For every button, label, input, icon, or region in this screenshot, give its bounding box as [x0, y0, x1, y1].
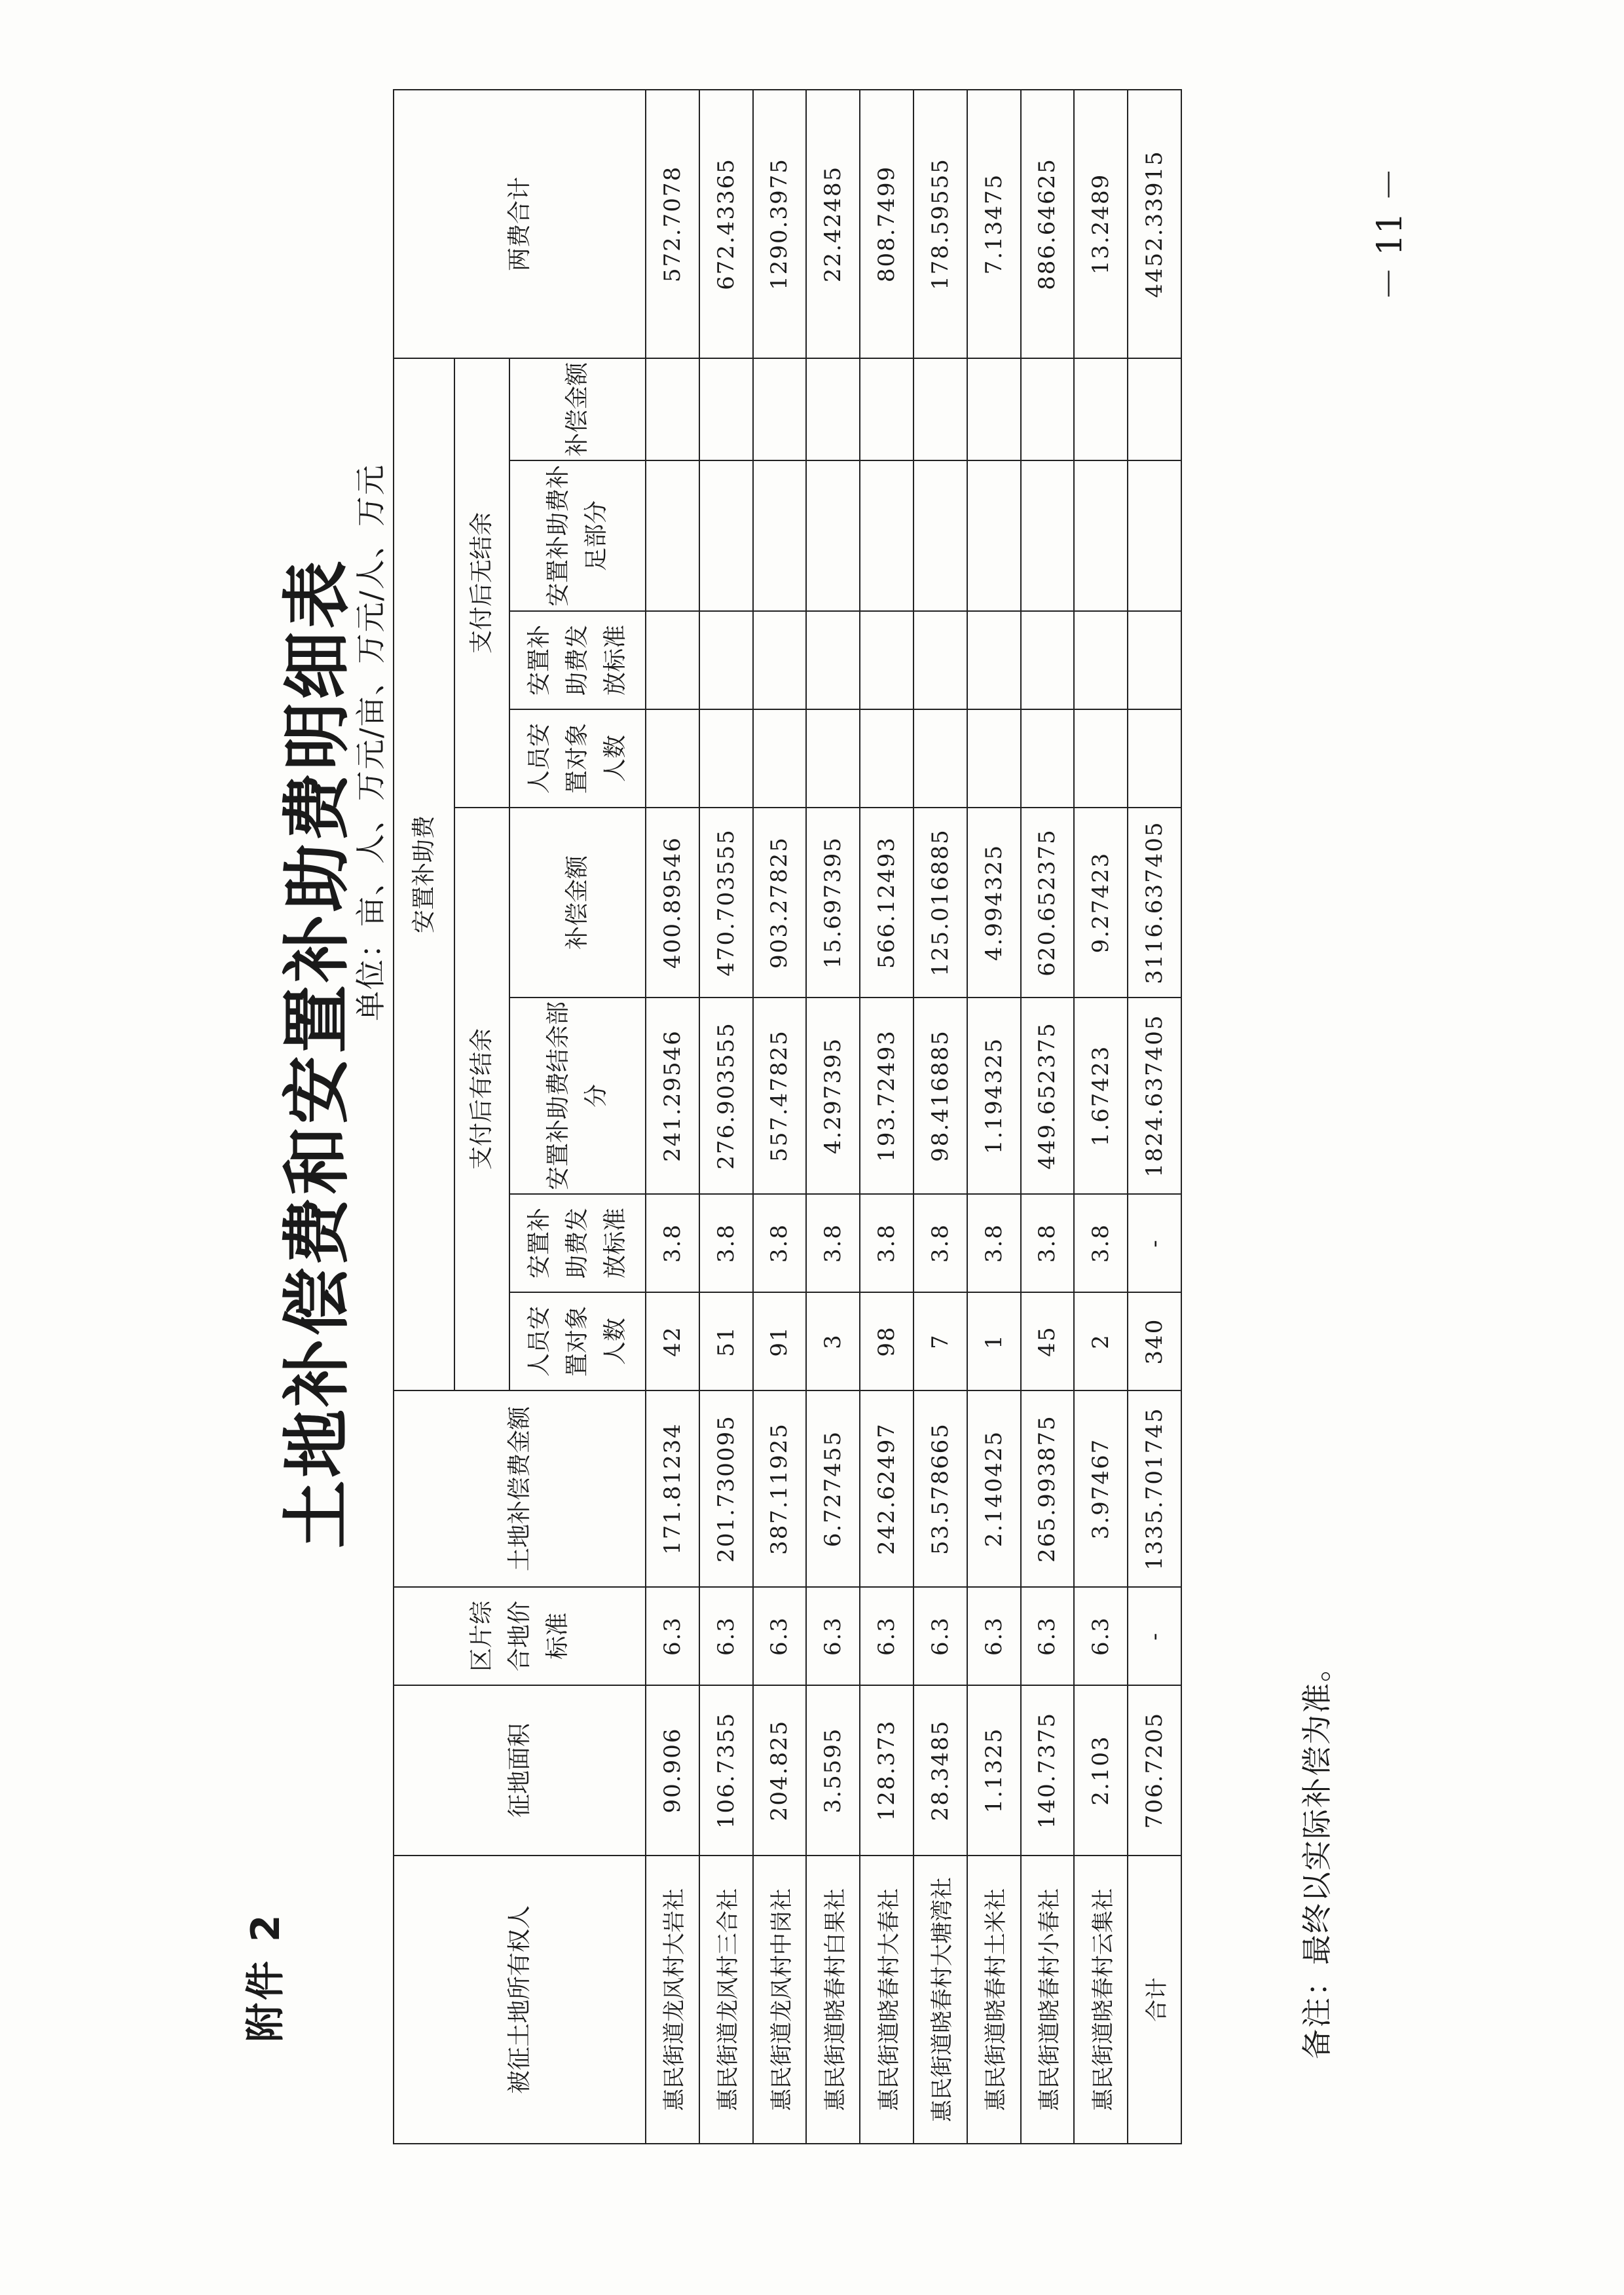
header-standard-2: 安置补助费发放标准: [509, 611, 646, 709]
cell-land: 6.727455: [806, 1390, 860, 1587]
cell-owner: 惠民街道龙风村大岩社: [646, 1856, 699, 2144]
cell-owner: 惠民街道晓春村白果社: [806, 1856, 860, 2144]
cell-persons: 340: [1128, 1292, 1181, 1390]
cell-owner: 惠民街道晓春村大春社: [860, 1856, 913, 2144]
cell-persons: 2: [1074, 1292, 1128, 1390]
annex-label: 附件 2: [243, 1912, 289, 2042]
cell-land: 387.11925: [753, 1390, 807, 1587]
cell-owner: 惠民街道龙风村中岗社: [753, 1856, 807, 2144]
header-no-balance: 支付后无结余: [454, 358, 509, 808]
cell-price: 6.3: [1021, 1587, 1075, 1685]
cell-total: 808.7499: [860, 90, 913, 358]
header-land-compensation: 土地补偿费金额: [394, 1390, 646, 1587]
cell-empty: [646, 358, 699, 460]
cell-empty: [1128, 460, 1181, 611]
header-supplement: 安置补助费补足部分: [509, 460, 646, 611]
cell-empty: [806, 611, 860, 709]
cell-land: 2.140425: [967, 1390, 1021, 1587]
cell-empty: [967, 358, 1021, 460]
header-comp-amount: 补偿金额: [509, 808, 646, 998]
cell-land: 53.578665: [913, 1390, 967, 1587]
cell-empty: [699, 709, 753, 808]
cell-land: 3.97467: [1074, 1390, 1128, 1587]
header-with-balance: 支付后有结余: [454, 808, 509, 1390]
cell-surplus: 193.72493: [860, 998, 913, 1194]
cell-comp: 903.27825: [753, 808, 807, 998]
cell-area: 3.5595: [806, 1685, 860, 1856]
cell-total: 178.59555: [913, 90, 967, 358]
compensation-table: [393, 89, 1182, 2144]
table-row: [699, 90, 753, 2144]
header-comp-amount-2: 补偿金额: [509, 358, 646, 460]
page-title: 土地补偿费和安置补助费明细表: [277, 557, 357, 1548]
cell-price: 6.3: [1074, 1587, 1128, 1685]
cell-comp: 400.89546: [646, 808, 699, 998]
cell-empty: [967, 460, 1021, 611]
cell-standard: 3.8: [1021, 1194, 1075, 1292]
cell-empty: [806, 460, 860, 611]
header-resettlement-subsidy: 安置补助费: [394, 358, 454, 1390]
cell-standard: 3.8: [699, 1194, 753, 1292]
cell-owner: 合计: [1128, 1856, 1181, 2144]
cell-area: 28.3485: [913, 1685, 967, 1856]
cell-empty: [646, 709, 699, 808]
cell-total: 672.43365: [699, 90, 753, 358]
cell-persons: 91: [753, 1292, 807, 1390]
cell-comp: 4.994325: [967, 808, 1021, 998]
cell-land: 242.62497: [860, 1390, 913, 1587]
cell-empty: [753, 611, 807, 709]
cell-owner: 惠民街道晓春村大塘湾社: [913, 1856, 967, 2144]
header-persons: 人员安置对象人数: [509, 1292, 646, 1390]
cell-surplus: 98.416885: [913, 998, 967, 1194]
cell-owner: 惠民街道晓春村小春社: [1021, 1856, 1075, 2144]
cell-empty: [967, 611, 1021, 709]
cell-persons: 42: [646, 1292, 699, 1390]
cell-price: 6.3: [646, 1587, 699, 1685]
cell-standard: 3.8: [646, 1194, 699, 1292]
cell-empty: [1021, 358, 1075, 460]
cell-surplus: 4.297395: [806, 998, 860, 1194]
table-row: [806, 90, 860, 2144]
cell-area: 90.906: [646, 1685, 699, 1856]
cell-persons: 3: [806, 1292, 860, 1390]
table-row: [1074, 90, 1128, 2144]
table-row: [753, 90, 807, 2144]
cell-total: 572.7078: [646, 90, 699, 358]
cell-comp: 15.697395: [806, 808, 860, 998]
header-persons-2: 人员安置对象人数: [509, 709, 646, 808]
cell-empty: [806, 358, 860, 460]
cell-empty: [913, 460, 967, 611]
cell-surplus: 241.29546: [646, 998, 699, 1194]
cell-standard: -: [1128, 1194, 1181, 1292]
cell-empty: [753, 358, 807, 460]
cell-empty: [699, 460, 753, 611]
table-row: [913, 90, 967, 2144]
cell-empty: [753, 460, 807, 611]
cell-area: 106.7355: [699, 1685, 753, 1856]
cell-empty: [860, 709, 913, 808]
header-standard: 安置补助费发放标准: [509, 1194, 646, 1292]
cell-total: 4452.33915: [1128, 90, 1181, 358]
cell-surplus: 1.67423: [1074, 998, 1128, 1194]
cell-price: 6.3: [860, 1587, 913, 1685]
cell-empty: [860, 460, 913, 611]
cell-standard: 3.8: [753, 1194, 807, 1292]
cell-standard: 3.8: [1074, 1194, 1128, 1292]
cell-owner: 惠民街道晓春村土米社: [967, 1856, 1021, 2144]
cell-empty: [699, 358, 753, 460]
cell-standard: 3.8: [806, 1194, 860, 1292]
cell-standard: 3.8: [967, 1194, 1021, 1292]
cell-total: 1290.3975: [753, 90, 807, 358]
cell-area: 2.103: [1074, 1685, 1128, 1856]
cell-empty: [1128, 709, 1181, 808]
cell-price: 6.3: [913, 1587, 967, 1685]
unit-note: 单位：亩、人、万元/亩、万元/人、万元: [353, 464, 388, 1021]
cell-area: 204.825: [753, 1685, 807, 1856]
cell-total: 13.2489: [1074, 90, 1128, 358]
footnote: 备注：最终以实际补偿为准。: [1299, 1651, 1335, 2059]
cell-comp: 566.12493: [860, 808, 913, 998]
cell-empty: [913, 611, 967, 709]
table-row: [967, 90, 1021, 2144]
cell-empty: [646, 460, 699, 611]
cell-persons: 51: [699, 1292, 753, 1390]
header-owner: 被征土地所有权人: [394, 1856, 646, 2144]
header-zone-price: 区片综合地价标准: [394, 1587, 646, 1685]
cell-empty: [860, 358, 913, 460]
cell-persons: 1: [967, 1292, 1021, 1390]
cell-area: 706.7205: [1128, 1685, 1181, 1856]
cell-empty: [1128, 611, 1181, 709]
cell-price: -: [1128, 1587, 1181, 1685]
cell-surplus: 449.652375: [1021, 998, 1075, 1194]
cell-owner: 惠民街道龙风村三合社: [699, 1856, 753, 2144]
cell-empty: [1074, 611, 1128, 709]
cell-persons: 7: [913, 1292, 967, 1390]
cell-empty: [1074, 358, 1128, 460]
cell-land: 1335.701745: [1128, 1390, 1181, 1587]
cell-empty: [1074, 709, 1128, 808]
cell-empty: [699, 611, 753, 709]
table-row: [646, 90, 699, 2144]
cell-comp: 9.27423: [1074, 808, 1128, 998]
cell-comp: 125.016885: [913, 808, 967, 998]
cell-total: 886.64625: [1021, 90, 1075, 358]
cell-empty: [1021, 709, 1075, 808]
header-area: 征地面积: [394, 1685, 646, 1856]
total-row: [1128, 90, 1181, 2144]
cell-area: 140.7375: [1021, 1685, 1075, 1856]
page-number: － 11 －: [1371, 167, 1410, 301]
cell-empty: [1074, 460, 1128, 611]
cell-comp: 470.703555: [699, 808, 753, 998]
cell-surplus: 1.194325: [967, 998, 1021, 1194]
cell-total: 7.13475: [967, 90, 1021, 358]
cell-surplus: 276.903555: [699, 998, 753, 1194]
header-surplus: 安置补助费结余部分: [509, 998, 646, 1194]
cell-empty: [1128, 358, 1181, 460]
cell-comp: 620.652375: [1021, 808, 1075, 998]
header-total-fee: 两费合计: [394, 90, 646, 358]
cell-standard: 3.8: [860, 1194, 913, 1292]
cell-price: 6.3: [806, 1587, 860, 1685]
cell-empty: [967, 709, 1021, 808]
cell-land: 201.730095: [699, 1390, 753, 1587]
cell-land: 171.81234: [646, 1390, 699, 1587]
cell-persons: 98: [860, 1292, 913, 1390]
cell-total: 22.42485: [806, 90, 860, 358]
cell-empty: [646, 611, 699, 709]
cell-price: 6.3: [967, 1587, 1021, 1685]
table-row: [860, 90, 913, 2144]
cell-standard: 3.8: [913, 1194, 967, 1292]
cell-land: 265.993875: [1021, 1390, 1075, 1587]
table-row: [1021, 90, 1075, 2144]
cell-empty: [1021, 611, 1075, 709]
cell-empty: [913, 358, 967, 460]
cell-empty: [1021, 460, 1075, 611]
cell-area: 128.373: [860, 1685, 913, 1856]
cell-price: 6.3: [753, 1587, 807, 1685]
cell-surplus: 1824.637405: [1128, 998, 1181, 1194]
cell-price: 6.3: [699, 1587, 753, 1685]
cell-owner: 惠民街道晓春村云集社: [1074, 1856, 1128, 2144]
cell-persons: 45: [1021, 1292, 1075, 1390]
cell-empty: [913, 709, 967, 808]
cell-area: 1.1325: [967, 1685, 1021, 1856]
cell-empty: [806, 709, 860, 808]
cell-surplus: 557.47825: [753, 998, 807, 1194]
cell-empty: [753, 709, 807, 808]
cell-comp: 3116.637405: [1128, 808, 1181, 998]
cell-empty: [860, 611, 913, 709]
